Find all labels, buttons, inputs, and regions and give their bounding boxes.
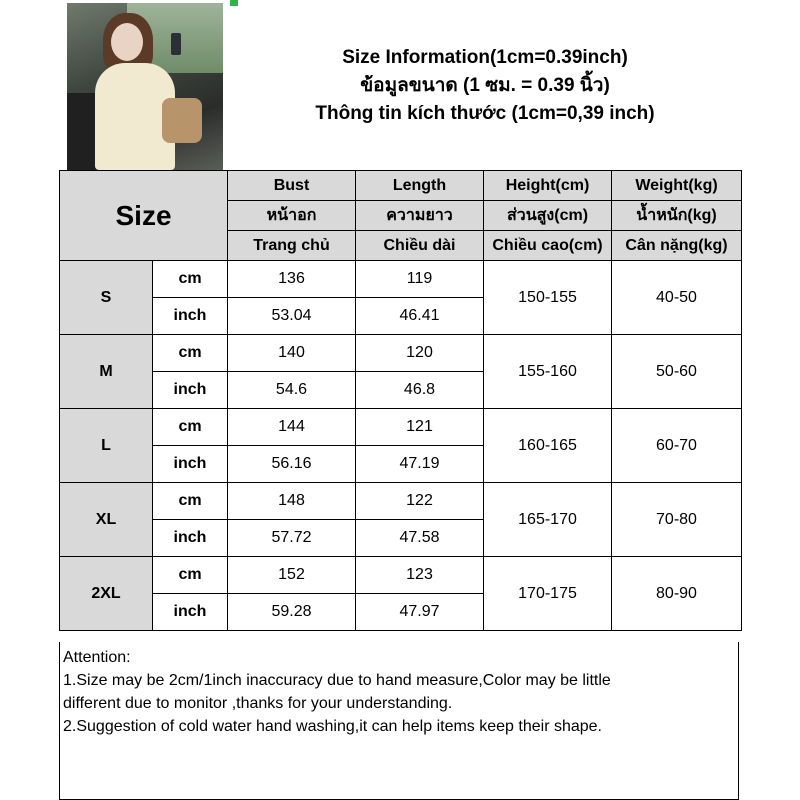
size-name: M: [60, 335, 153, 409]
height-range: 170-175: [484, 557, 612, 631]
col-height-vi: Chiều cao(cm): [484, 231, 612, 261]
col-height-en: Height(cm): [484, 171, 612, 201]
weight-range: 60-70: [612, 409, 742, 483]
col-bust-th: หน้าอก: [228, 201, 356, 231]
notes-title: Attention:: [63, 649, 131, 666]
weight-range: 50-60: [612, 335, 742, 409]
table-row: [60, 557, 742, 594]
height-range: 160-165: [484, 409, 612, 483]
col-length-en: Length: [356, 171, 484, 201]
unit-inch: inch: [153, 298, 228, 335]
weight-range: 70-80: [612, 483, 742, 557]
unit-inch: inch: [153, 520, 228, 557]
model-face: [111, 23, 143, 61]
size-name: L: [60, 409, 153, 483]
bust-inch: 59.28: [228, 594, 356, 631]
height-range: 165-170: [484, 483, 612, 557]
unit-inch: inch: [153, 594, 228, 631]
col-length-th: ความยาว: [356, 201, 484, 231]
unit-cm: cm: [153, 261, 228, 298]
unit-cm: cm: [153, 483, 228, 520]
weight-range: 40-50: [612, 261, 742, 335]
unit-cm: cm: [153, 335, 228, 372]
bust-cm: 144: [228, 409, 356, 446]
length-inch: 46.8: [356, 372, 484, 409]
bust-inch: 53.04: [228, 298, 356, 335]
col-weight-vi: Cân nặng(kg): [612, 231, 742, 261]
unit-inch: inch: [153, 372, 228, 409]
table-row: [60, 335, 742, 372]
col-height-th: ส่วนสูง(cm): [484, 201, 612, 231]
size-name: 2XL: [60, 557, 153, 631]
unit-cm: cm: [153, 557, 228, 594]
model-phone: [171, 33, 181, 55]
bust-cm: 136: [228, 261, 356, 298]
unit-cm: cm: [153, 409, 228, 446]
bust-inch: 57.72: [228, 520, 356, 557]
col-length-vi: Chiều dài: [356, 231, 484, 261]
length-inch: 47.19: [356, 446, 484, 483]
height-range: 150-155: [484, 261, 612, 335]
attention-notes: [59, 642, 739, 800]
col-weight-th: น้ำหนัก(kg): [612, 201, 742, 231]
notes-line-1: 1.Size may be 2cm/1inch inaccuracy due to hand measure,Color may be little: [63, 672, 611, 689]
info-line-vietnamese: Thông tin kích thước (1cm=0,39 inch): [315, 103, 655, 124]
info-line-thai: ข้อมูลขนาด (1 ซม. = 0.39 นิ้ว): [360, 75, 610, 96]
table-row: [60, 483, 742, 520]
col-bust-en: Bust: [228, 171, 356, 201]
length-inch: 47.58: [356, 520, 484, 557]
length-inch: 47.97: [356, 594, 484, 631]
bust-inch: 54.6: [228, 372, 356, 409]
size-name: S: [60, 261, 153, 335]
length-cm: 119: [356, 261, 484, 298]
unit-inch: inch: [153, 446, 228, 483]
size-chart: [59, 0, 741, 800]
table-row: [60, 261, 742, 298]
notes-line-3: 2.Suggestion of cold water hand washing,it can help items keep their shape.: [63, 718, 602, 735]
info-line-english: Size Information(1cm=0.39inch): [342, 47, 628, 68]
bust-cm: 140: [228, 335, 356, 372]
size-information: [229, 0, 741, 170]
table-row: [60, 409, 742, 446]
notes-line-2: different due to monitor ,thanks for your understanding.: [63, 695, 453, 712]
col-bust-vi: Trang chủ: [228, 231, 356, 261]
weight-range: 80-90: [612, 557, 742, 631]
size-table: [59, 170, 742, 631]
bust-inch: 56.16: [228, 446, 356, 483]
col-weight-en: Weight(kg): [612, 171, 742, 201]
length-cm: 121: [356, 409, 484, 446]
length-cm: 123: [356, 557, 484, 594]
bust-cm: 148: [228, 483, 356, 520]
length-inch: 46.41: [356, 298, 484, 335]
model-bag: [162, 98, 202, 143]
bust-cm: 152: [228, 557, 356, 594]
height-range: 155-160: [484, 335, 612, 409]
length-cm: 122: [356, 483, 484, 520]
size-name: XL: [60, 483, 153, 557]
length-cm: 120: [356, 335, 484, 372]
size-header: Size: [60, 171, 228, 261]
product-photo: [67, 3, 223, 170]
